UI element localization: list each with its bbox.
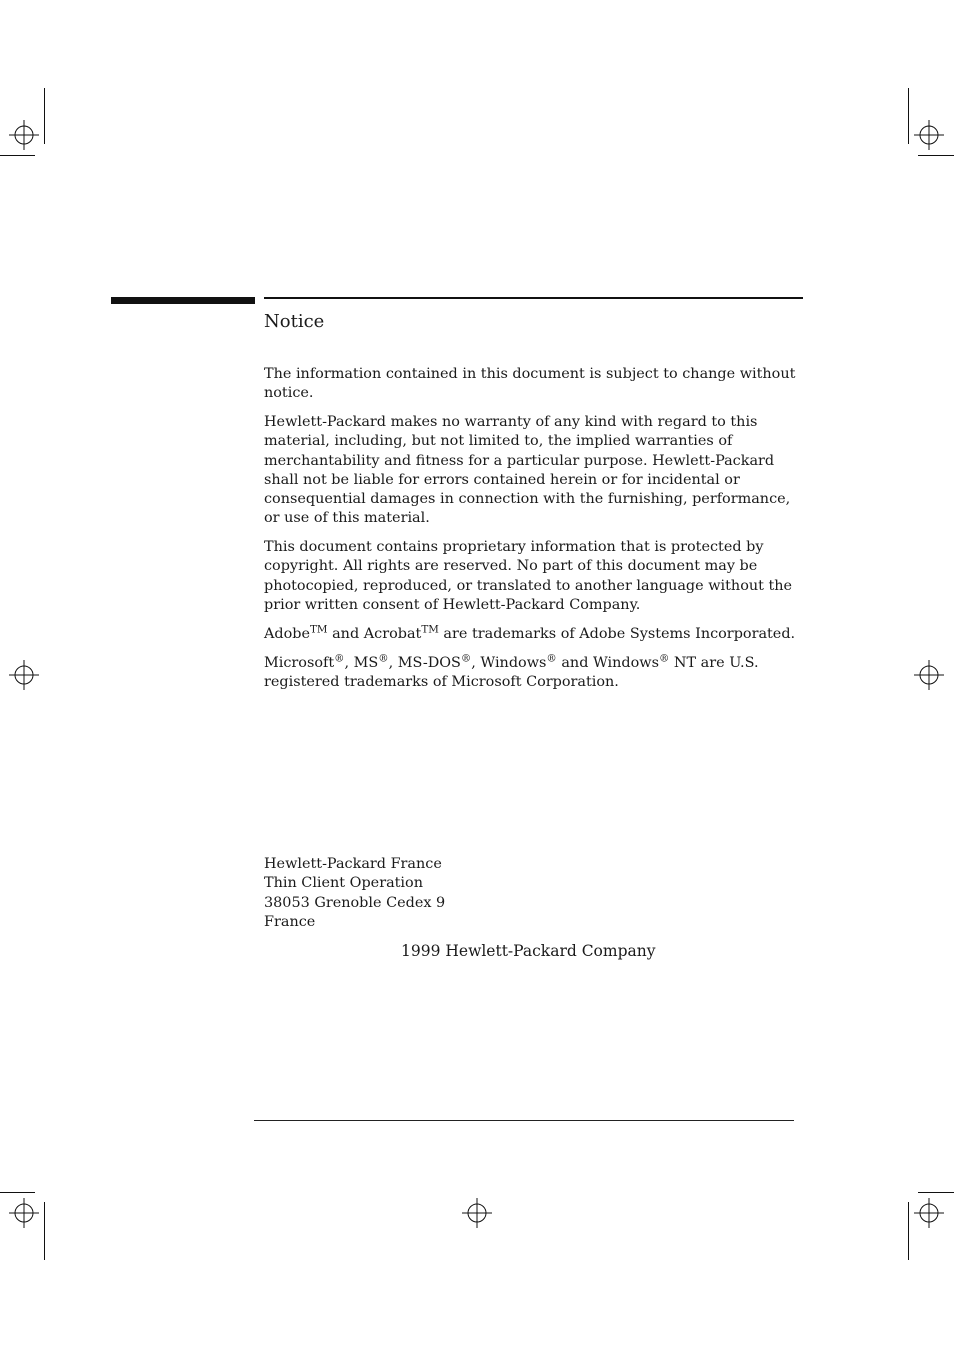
paragraph: This document contains proprietary information that is protected by copyright. All rights are reserved. No part of this document may be photocopied, reproduced, or translated to another language without the prior written consent of Hewlett-Packard Company. — [264, 539, 793, 613]
notice-body — [264, 365, 809, 702]
crop-mark — [0, 1192, 35, 1193]
paragraph: Hewlett-Packard makes no warranty of any kind with regard to this material, including, but not limited to, the implied warranties of merchantability and fitness for a particular purpose. Hewlett-Packard shall not be liable for errors contained herein or for incidental or consequential damages in connection with the furnishing, performance, or use of this material. — [264, 414, 791, 527]
trademark-text: are trademarks of Adobe Systems Incorporated. — [438, 625, 796, 642]
crop-mark — [44, 1202, 45, 1260]
address-line: Hewlett-Packard France — [264, 856, 442, 872]
registered-mark: ® — [460, 652, 472, 665]
registered-mark: ® — [378, 652, 389, 665]
footer-rule — [254, 1120, 794, 1121]
trademark-text: , MS-DOS — [388, 654, 461, 671]
trademark-text: NT are U.S. registered trademarks of Microsoft Corporation. — [264, 654, 759, 691]
paragraph: The information contained in this document is subject to change without notice. — [264, 366, 796, 402]
trademark-text: , MS — [344, 654, 379, 671]
registration-mark-icon — [9, 660, 39, 690]
tm-mark: TM — [421, 623, 439, 636]
registered-mark: ® — [334, 652, 345, 665]
registered-mark: ® — [658, 652, 670, 665]
heading-rule — [264, 297, 803, 299]
address-line: Thin Client Operation — [264, 875, 423, 892]
copyright-line: 1999 Hewlett-Packard Company — [401, 942, 656, 960]
registration-mark-icon — [914, 1198, 944, 1228]
trademark-text: and Acrobat — [327, 625, 422, 642]
crop-mark — [44, 88, 45, 144]
company-address — [264, 855, 445, 932]
trademark-adobe — [264, 625, 809, 644]
registration-mark-icon — [9, 120, 39, 150]
page-title: Notice — [264, 311, 325, 332]
registration-mark-icon — [914, 120, 944, 150]
crop-mark — [908, 88, 909, 144]
trademark-microsoft — [264, 654, 809, 692]
crop-mark — [908, 1202, 909, 1260]
trademark-text: , Windows — [471, 654, 547, 671]
heading-rule-thick — [111, 297, 255, 304]
crop-mark — [0, 155, 35, 156]
registration-mark-icon — [9, 1198, 39, 1228]
trademark-text: Adobe — [264, 625, 310, 642]
trademark-text: Microsoft — [264, 654, 335, 671]
trademark-text: and Windows — [556, 654, 659, 671]
address-line: 38053 Grenoble Cedex 9 — [264, 894, 446, 911]
tm-mark: TM — [310, 623, 328, 636]
registration-mark-icon — [914, 660, 944, 690]
address-line: France — [264, 913, 316, 930]
crop-mark — [918, 155, 954, 156]
crop-mark — [918, 1192, 954, 1193]
registered-mark: ® — [546, 652, 557, 665]
registration-mark-icon — [462, 1198, 492, 1228]
